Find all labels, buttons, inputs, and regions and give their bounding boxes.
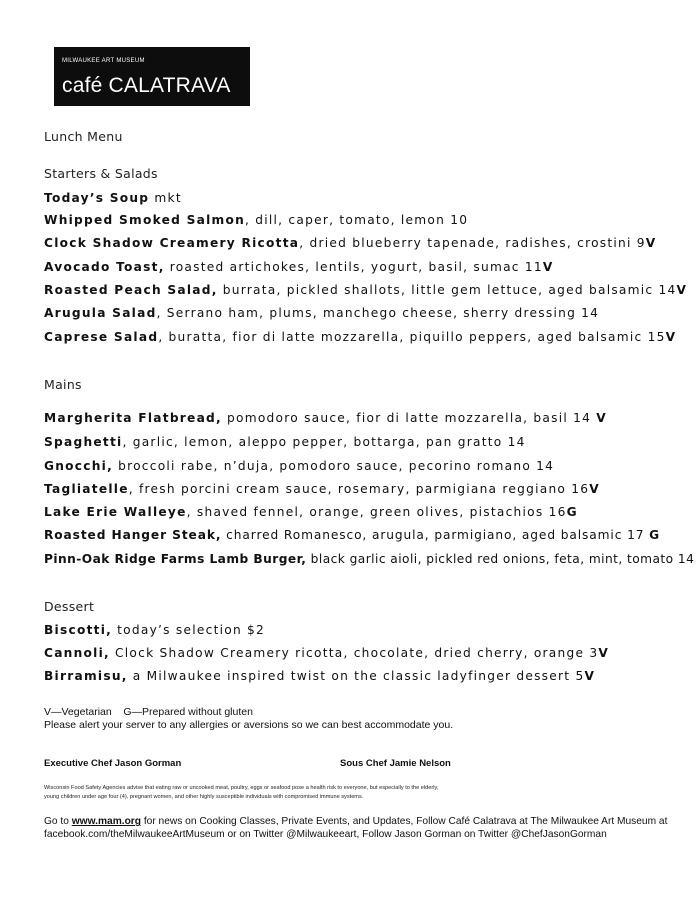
item-desc: black garlic aioli, pickled red onions, feta, mint, tomato 14 bbox=[306, 552, 695, 566]
menu-item bbox=[44, 330, 676, 344]
item-name: Pinn-Oak Ridge Farms Lamb Burger, bbox=[44, 552, 307, 566]
executive-chef: Executive Chef Jason Gorman bbox=[44, 758, 182, 769]
section-title-starters: Starters & Salads bbox=[44, 166, 158, 181]
menu-item bbox=[44, 552, 694, 566]
sous-chef: Sous Chef Jamie Nelson bbox=[340, 758, 451, 769]
menu-item bbox=[44, 528, 660, 542]
menu-item bbox=[44, 260, 554, 274]
item-tag: V bbox=[665, 330, 677, 344]
item-tag: G bbox=[649, 528, 661, 542]
logo-cafe-name: café CALATRAVA bbox=[62, 74, 231, 97]
item-name: Spaghetti bbox=[44, 435, 123, 449]
item-tag: V bbox=[542, 260, 554, 274]
item-desc: charred Romanesco, arugula, parmigiano, aged balsamic 17 bbox=[221, 528, 650, 542]
item-tag: V bbox=[584, 669, 596, 683]
menu-item bbox=[44, 283, 687, 297]
item-name: Today’s Soup bbox=[44, 191, 150, 205]
food-safety-line-2: young children under age four (4), pregnant women, and other highly susceptible individuals with compromised immune systems. bbox=[44, 794, 364, 800]
item-name: Margherita Flatbread, bbox=[44, 411, 222, 425]
item-desc: roasted artichokes, lentils, yogurt, basil, sumac 11 bbox=[164, 260, 543, 274]
item-name: Roasted Peach Salad, bbox=[44, 283, 218, 297]
item-name: Caprese Salad bbox=[44, 330, 159, 344]
menu-title: Lunch Menu bbox=[44, 129, 123, 144]
section-title-dessert: Dessert bbox=[44, 599, 95, 614]
section-title-mains: Mains bbox=[44, 377, 82, 392]
menu-item bbox=[44, 623, 265, 637]
item-desc: broccoli rabe, n’duja, pomodoro sauce, pecorino romano 14 bbox=[113, 459, 555, 473]
footer-line-1 bbox=[44, 815, 667, 828]
item-name: Birramisu, bbox=[44, 669, 128, 683]
food-safety-line-1: Wisconsin Food Safety Agencies advise that eating raw or uncooked meat, poultry, eggs or seafood pose a health risk to everyone, but especially to the elderly, bbox=[44, 785, 439, 791]
menu-item bbox=[44, 435, 526, 449]
item-desc: , shaved fennel, orange, green olives, pistachios 16 bbox=[186, 505, 567, 519]
menu-item bbox=[44, 482, 600, 496]
menu-item bbox=[44, 646, 609, 660]
item-tag: V bbox=[645, 236, 657, 250]
menu-item bbox=[44, 411, 607, 425]
item-name: Cannoli, bbox=[44, 646, 110, 660]
item-name: Biscotti, bbox=[44, 623, 113, 637]
item-tag: V bbox=[596, 411, 607, 425]
item-name: Lake Erie Walleye bbox=[44, 505, 187, 519]
item-desc: , Serrano ham, plums, manchego cheese, sherry dressing 14 bbox=[156, 306, 600, 320]
menu-item bbox=[44, 306, 599, 320]
item-tag: V bbox=[598, 646, 610, 660]
item-tag: V bbox=[589, 482, 600, 496]
item-desc: today’s selection $2 bbox=[112, 623, 266, 637]
menu-item bbox=[44, 505, 578, 519]
item-desc: mkt bbox=[149, 191, 182, 205]
item-name: Clock Shadow Creamery Ricotta bbox=[44, 236, 300, 250]
item-desc: a Milwaukee inspired twist on the classic ladyfinger dessert 5 bbox=[127, 669, 585, 683]
website-link[interactable]: www.mam.org bbox=[71, 816, 141, 827]
item-desc: pomodoro sauce, fior di latte mozzarella, basil 14 bbox=[221, 411, 597, 425]
menu-item bbox=[44, 191, 182, 205]
item-desc: , dill, caper, tomato, lemon 10 bbox=[245, 213, 469, 227]
item-desc: burrata, pickled shallots, little gem lettuce, aged balsamic 14 bbox=[217, 283, 677, 297]
item-tag: V bbox=[676, 283, 688, 297]
footer-go-to: Go to bbox=[44, 816, 72, 827]
item-name: Gnocchi, bbox=[44, 459, 113, 473]
item-desc: Clock Shadow Creamery ricotta, chocolate, dried cherry, orange 3 bbox=[109, 646, 599, 660]
dietary-legend: V—Vegetarian G—Prepared without gluten bbox=[44, 706, 253, 718]
item-name: Whipped Smoked Salmon bbox=[44, 213, 246, 227]
menu-item bbox=[44, 236, 656, 250]
item-desc: , garlic, lemon, aleppo pepper, bottarga, pan gratto 14 bbox=[122, 435, 526, 449]
footer-line-2: facebook.com/theMilwaukeeArtMuseum or on Twitter @Milwaukeeart, Follow Jason Gorman on Twitter @ChefJasonGorman bbox=[44, 829, 607, 840]
item-name: Roasted Hanger Steak, bbox=[44, 528, 222, 542]
allergy-notice: Please alert your server to any allergies or aversions so we can best accommodate you. bbox=[44, 719, 454, 731]
item-name: Avocado Toast, bbox=[44, 260, 165, 274]
item-tag: G bbox=[566, 505, 578, 519]
item-name: Arugula Salad bbox=[44, 306, 157, 320]
menu-item bbox=[44, 459, 554, 473]
item-desc: , buratta, fior di latte mozzarella, piquillo peppers, aged balsamic 15 bbox=[158, 330, 666, 344]
menu-item bbox=[44, 669, 595, 683]
footer-rest: for news on Cooking Classes, Private Events, and Updates, Follow Café Calatrava at The Milwaukee Art Museum at bbox=[141, 816, 668, 827]
cafe-calatrava-logo bbox=[54, 47, 250, 106]
logo-museum-text: MILWAUKEE ART MUSEUM bbox=[62, 58, 145, 64]
item-desc: , dried blueberry tapenade, radishes, crostini 9 bbox=[299, 236, 646, 250]
menu-item bbox=[44, 213, 468, 227]
item-name: Tagliatelle bbox=[44, 482, 129, 496]
item-desc: , fresh porcini cream sauce, rosemary, parmigiana reggiano 16 bbox=[128, 482, 590, 496]
